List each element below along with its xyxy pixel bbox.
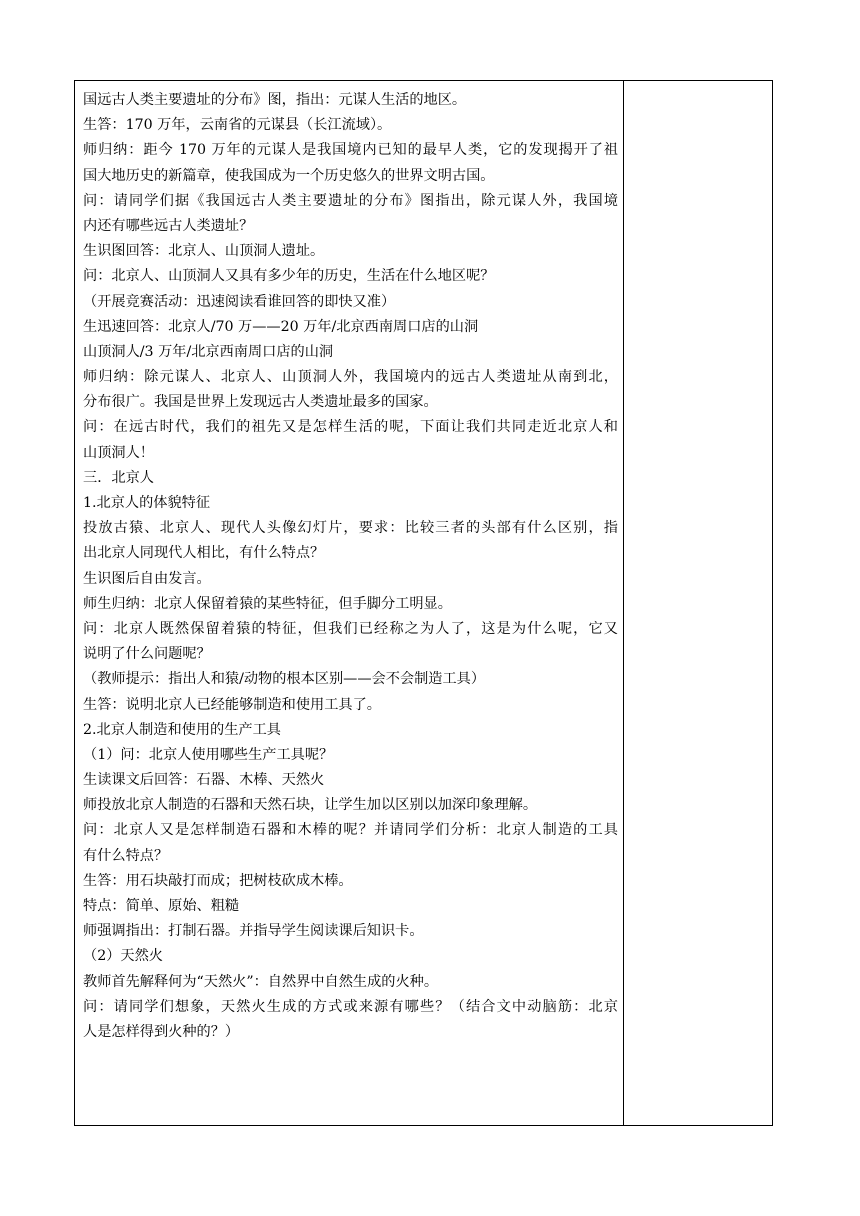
- text-line: 师生归纳：北京人保留着猿的某些特征，但手脚分工明显。: [83, 595, 452, 612]
- text-line: 师归纳：距今 170 万年的元谋人是我国境内已知的最早人类，它的发现揭开了祖: [83, 142, 618, 159]
- text-line: 三．北京人: [83, 469, 154, 486]
- text-line: 问：北京人、山顶洞人又具有多少年的历史，生活在什么地区呢？: [83, 268, 495, 285]
- text-line: 分布很广。我国是世界上发现远古人类遗址最多的国家。: [83, 394, 438, 411]
- text-line: （1）问：北京人使用哪些生产工具呢？: [83, 746, 334, 763]
- text-line: 山顶洞人！: [83, 444, 154, 461]
- text-line: 问：请同学们据《我国远古人类主要遗址的分布》图指出，除元谋人外，我国境: [83, 192, 618, 209]
- text-line: 国远古人类主要遗址的分布》图，指出：元谋人生活的地区。: [83, 92, 467, 108]
- text-line: 生答：170 万年，云南省的元谋县（长江流域）。: [83, 117, 392, 134]
- text-line: （2）天然火: [83, 948, 163, 965]
- text-line: 山顶洞人/3 万年/北京西南周口店的山洞: [83, 343, 334, 360]
- text-line: （教师提示：指出人和猿/动物的根本区别——会不会制造工具）: [83, 671, 486, 688]
- text-line: 生答：用石块敲打而成；把树枝砍成木棒。: [83, 872, 353, 889]
- text-line: 师投放北京人制造的石器和天然石块，让学生加以区别以加深印象理解。: [83, 797, 538, 814]
- text-line: 生读课文后回答：石器、木棒、天然火: [83, 772, 325, 789]
- text-line: 生识图后自由发言。: [83, 570, 211, 587]
- text-line: 投放古猿、北京人、现代人头像幻灯片，要求：比较三者的头部有什么区别，指: [83, 520, 618, 537]
- text-line: 出北京人同现代人相比，有什么特点？: [83, 545, 325, 562]
- text-line: （开展竞赛活动：迅速阅读看谁回答的即快又准）: [83, 293, 396, 310]
- lesson-table: [74, 80, 773, 1126]
- text-line: 师强调指出：打制石器。并指导学生阅读课后知识卡。: [83, 923, 424, 940]
- text-line: 2.北京人制造和使用的生产工具: [83, 721, 281, 738]
- notes-cell: [624, 81, 772, 1125]
- text-line: 说明了什么问题呢？: [83, 646, 211, 663]
- lesson-text: [83, 88, 618, 1045]
- text-line: 1.北京人的体貌特征: [83, 495, 211, 511]
- text-line: 生识图回答：北京人、山顶洞人遗址。: [83, 243, 325, 260]
- text-line: 生迅速回答：北京人/70 万——20 万年/北京西南周口店的山洞: [83, 318, 479, 335]
- text-line: 问：北京人既然保留着猿的特征，但我们已经称之为人了，这是为什么呢，它又: [83, 620, 618, 637]
- text-line: 有什么特点？: [83, 847, 169, 864]
- text-line: 问：请同学们想象，天然火生成的方式或来源有哪些？（结合文中动脑筋：北京: [83, 998, 618, 1015]
- text-line: 特点：简单、原始、粗糙: [83, 898, 240, 914]
- text-line: 问：北京人又是怎样制造石器和木棒的呢？并请同学们分析：北京人制造的工具: [83, 822, 618, 839]
- text-line: 人是怎样得到火种的？）: [83, 1023, 240, 1040]
- text-line: 问：在远古时代，我们的祖先又是怎样生活的呢，下面让我们共同走近北京人和: [83, 419, 618, 436]
- text-line: 内还有哪些远古人类遗址？: [83, 217, 254, 234]
- text-line: 师归纳：除元谋人、北京人、山顶洞人外，我国境内的远古人类遗址从南到北，: [83, 369, 618, 386]
- text-line: 教师首先解释何为“天然火”：自然界中自然生成的火种。: [83, 973, 439, 990]
- text-line: 生答：说明北京人已经能够制造和使用工具了。: [83, 696, 381, 713]
- main-content-cell: [75, 81, 624, 1125]
- text-line: 国大地历史的新篇章，使我国成为一个历史悠久的世界文明古国。: [83, 167, 495, 184]
